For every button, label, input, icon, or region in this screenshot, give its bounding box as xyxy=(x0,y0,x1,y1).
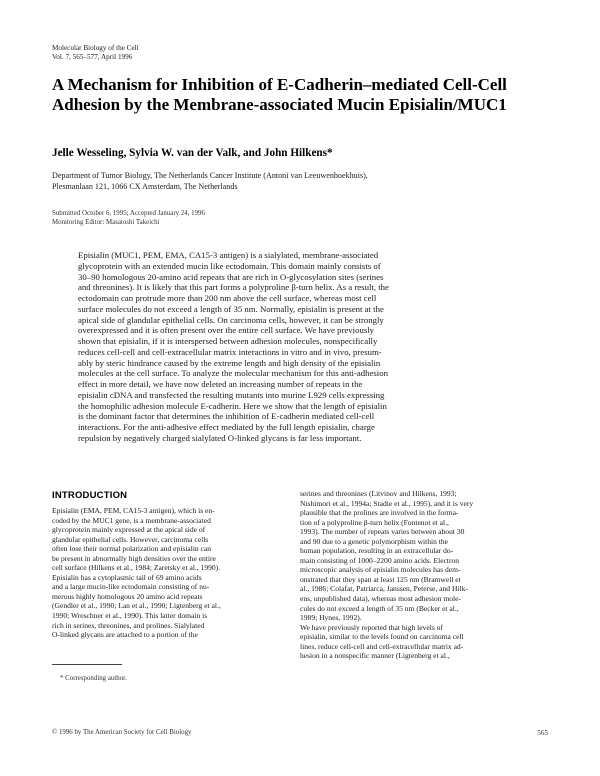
affiliation-line: Plesmanlaan 121, 1066 CX Amsterdam, The Netherlands xyxy=(52,182,238,191)
footnote-rule xyxy=(52,664,122,665)
abstract-line: apical side of glandular epithelial cells. On carcinoma cells, however, it can be strongly xyxy=(78,314,384,325)
abstract-line: the homophilic adhesion molecule E-cadherin. Here we show that the length of episialin xyxy=(78,400,387,411)
abstract-line: molecules at the cell surface. To analyze the molecular mechanism for this anti-adhesion xyxy=(78,368,388,379)
abstract-line: interactions. For the anti-adhesive effect mediated by the full length episialin, charge xyxy=(78,422,375,432)
body-text-line: and a large mucin-like ectodomain consisting of nu- xyxy=(52,582,210,592)
monitoring-editor: Monitoring Editor: Masatoshi Takeichi xyxy=(52,218,160,226)
body-column-right xyxy=(300,489,550,661)
body-text-line: al., 1986; Colafat, Patriarca, Janssen, Peterse, and Hilk- xyxy=(300,584,468,594)
body-text-line: cell surface (Hilkens et al., 1984; Zaretsky et al., 1990). xyxy=(52,563,221,573)
abstract-line: surface molecules do not exceed a length of 35 nm. Normally, episialin is present at the xyxy=(78,303,384,314)
body-text-line: often lose their normal polarization and episialin can xyxy=(52,544,212,554)
body-text-line: 1989; Hynes, 1992). xyxy=(300,613,362,623)
journal-header xyxy=(52,44,139,62)
abstract-line: ectodomain can protrude more than 200 nm above the cell surface, whereas most cell xyxy=(78,293,377,303)
body-text-line: Episialin has a cytoplasmic tail of 69 amino acids xyxy=(52,572,202,582)
abstract-line: shown that episialin, if it is interspersed between adhesion molecules, nonspecifically xyxy=(78,336,378,346)
body-text-line: coded by the MUC1 gene, is a membrane-associated xyxy=(52,515,211,525)
body-text-line: hesion in a nonspecific manner (Ligtenberg et al., xyxy=(300,651,450,661)
body-column-left xyxy=(52,506,302,640)
abstract-line: reduces cell-cell and cell-extracellular matrix interactions in vitro and in vivo, presum- xyxy=(78,346,382,357)
affiliation xyxy=(52,170,552,192)
body-text-line: merous highly homologous 20 amino acid repeats xyxy=(52,591,203,601)
body-text-line: human population, resulting in an extracellular do- xyxy=(300,546,454,556)
body-text-line: Nishimori et al., 1994a; Stadie et al., 1995), and it is very xyxy=(300,498,474,508)
body-text-line: Episialin (EMA, PEM, CA15-3 antigen), which is en- xyxy=(52,506,215,515)
page-number: 565 xyxy=(537,729,548,737)
body-text-line: 1990; Wreschner et al., 1990). This latter domain is xyxy=(52,611,208,621)
body-text-line: 1993). The number of repeats varies between about 30 xyxy=(300,527,465,537)
footnote: * Corresponding author. xyxy=(60,675,127,682)
abstract-line: repulsion by negatively charged sialylated O-linked glycans is far less important. xyxy=(78,432,362,443)
abstract-line: glycoprotein with an extended mucin like ectodomain. This domain mainly consists of xyxy=(78,260,381,271)
abstract-line: episialin cDNA and transfected the resulting mutants into murine L929 cells expressing xyxy=(78,389,385,400)
body-text-line: glycoprotein mainly expressed at the apical side of xyxy=(52,525,206,535)
body-text-line: plausible that the prolines are involved in the forma- xyxy=(300,508,459,518)
submission-info xyxy=(52,210,205,227)
body-text-line: be present in abnormally high densities over the entire xyxy=(52,553,216,563)
body-text-line: O-linked glycans are attached to a portion of the xyxy=(52,630,198,640)
abstract-line: 30–90 homologous 20-amino acid repeats that are rich in O-glycosylation sites (serines xyxy=(78,271,384,282)
abstract xyxy=(78,250,526,444)
body-text-line: serines and threonines (Litvinov and Hilkens, 1993; xyxy=(300,489,457,498)
abstract-line: Episialin (MUC1, PEM, EMA, CA15-3 antigen) is a sialylated, membrane-associated xyxy=(78,250,379,260)
body-text-line: rich in serines, threonines, and prolines. Sialylated xyxy=(52,620,205,630)
body-text-line: lines, reduce cell-cell and cell-extracellular matrix ad- xyxy=(300,641,464,651)
body-text-line: and 90 due to a genetic polymorphism within the xyxy=(300,536,448,546)
body-text-line: episialin, similar to the levels found on carcinoma cell xyxy=(300,632,464,642)
abstract-line: is the dominant factor that determines the inhibition of E-cadherin mediated cell-cell xyxy=(78,411,375,422)
body-text-line: ens, unpublished data), whereas most adhesion mole- xyxy=(300,594,461,604)
body-text-line: main consisting of 1000–2200 amino acids. Electron xyxy=(300,555,460,565)
journal-volume: Vol. 7, 565–577, April 1996 xyxy=(52,53,133,61)
copyright-notice: © 1996 by The American Society for Cell Biology xyxy=(52,729,192,736)
body-text-line: glandular epithelial cells. However, carcinoma cells xyxy=(52,534,209,544)
body-text-line: cules do not exceed a length of 35 nm (Becker et al., xyxy=(300,603,459,613)
body-text-line: tion of a polyproline β-turn helix (Fontenot et al., xyxy=(300,517,449,527)
journal-name: Molecular Biology of the Cell xyxy=(52,44,139,52)
abstract-line: effect in more detail, we have now deleted an increasing number of repeats in the xyxy=(78,379,363,389)
submission-dates: Submitted October 6, 1995; Accepted January 24, 1996 xyxy=(52,210,205,217)
section-heading: INTRODUCTION xyxy=(52,490,128,501)
abstract-line: and threonines). It is likely that this part forms a polyproline β-turn helix. As a result, the xyxy=(78,282,389,293)
affiliation-line: Department of Tumor Biology, The Netherlands Cancer Institute (Antoni van Leeuwenhoekhuis), xyxy=(52,171,368,180)
abstract-line: overexpressed and it is often present over the entire cell surface. We have previously xyxy=(78,325,375,336)
body-text-line: We have previously reported that high levels of xyxy=(300,622,443,632)
abstract-line: ably by steric hindrance caused by the extreme length and high density of the episialin xyxy=(78,357,381,368)
article-title: A Mechanism for Inhibition of E-Cadherin–mediated Cell-Cell Adhesion by the Membrane-associated Mucin Episialin/MUC1 xyxy=(52,75,507,114)
body-text-line: (Gendler et al., 1990; Lan et al., 1990; Ligtenberg et al., xyxy=(52,601,221,611)
author-list: Jelle Wesseling, Sylvia W. van der Valk, and John Hilkens* xyxy=(52,147,333,159)
body-text-line: onstrated that they span at least 125 nm (Bramwell et xyxy=(300,574,461,584)
body-text-line: microscopic analysis of episialin molecules has dem- xyxy=(300,565,461,575)
